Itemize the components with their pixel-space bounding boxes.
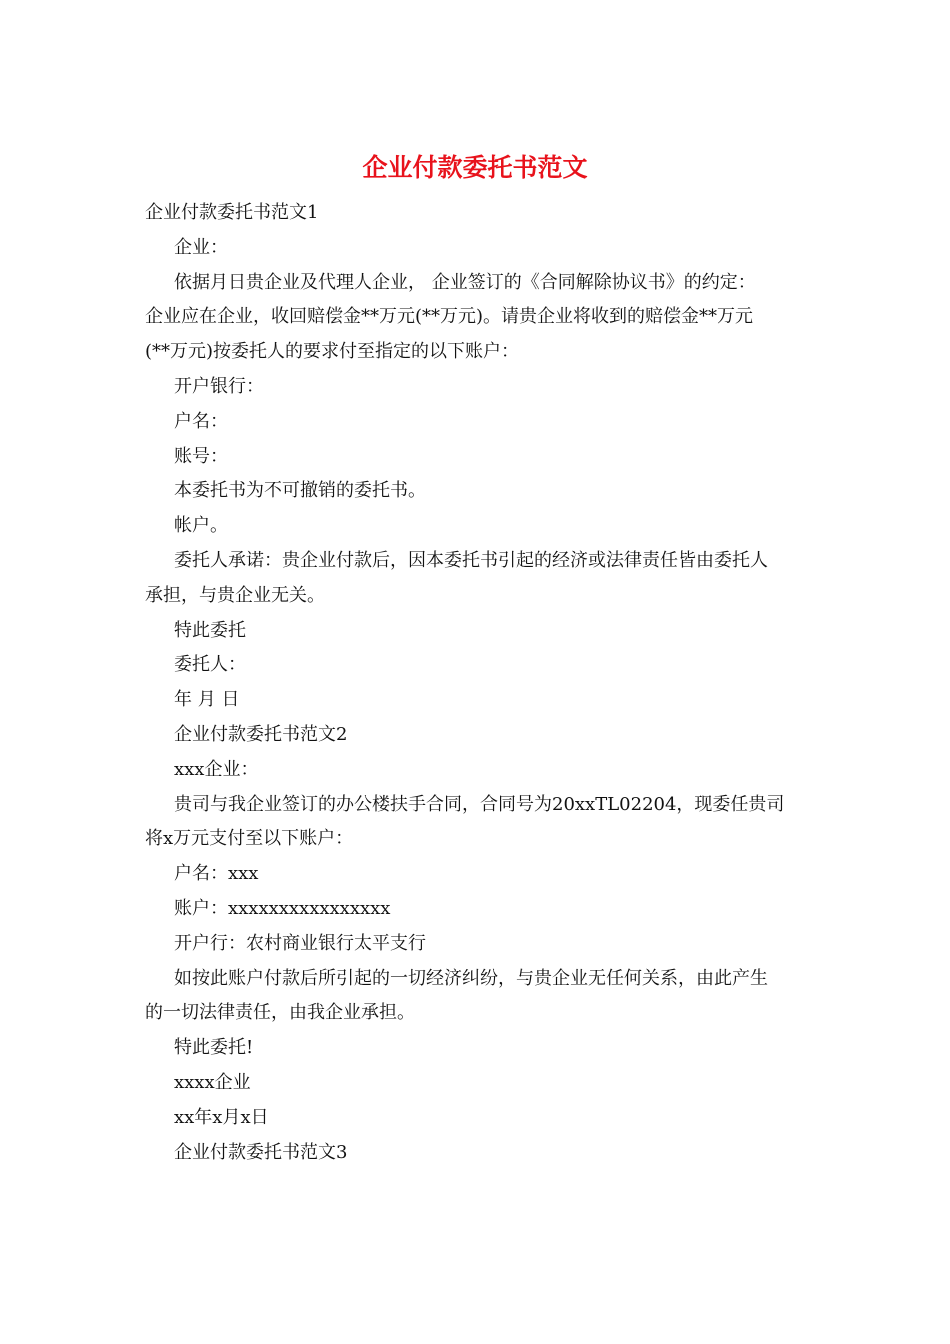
section-heading-3: 企业付款委托书范文3 xyxy=(174,1141,348,1163)
closing-line: 特此委托 xyxy=(174,619,246,641)
date-line: xx年x月x日 xyxy=(174,1106,269,1128)
paragraph-line: 贵司与我企业签订的办公楼扶手合同，合同号为20xxTL02204，现委任贵司 xyxy=(174,793,785,815)
document-title: 企业付款委托书范文 xyxy=(362,153,588,182)
paragraph-line: 企业应在企业，收回赔偿金**万元(**万元)。请贵企业将收到的赔偿金**万元 xyxy=(145,306,754,328)
signatory-line: xxxx企业 xyxy=(174,1071,251,1093)
account-name-field: 户名： xyxy=(174,410,228,432)
paragraph-line: 如按此账户付款后所引起的一切经济纠纷，与贵企业无任何关系，由此产生 xyxy=(174,967,768,989)
paragraph-line: (**万元)按委托人的要求付至指定的以下账户： xyxy=(145,341,520,363)
bank-field: 开户银行： xyxy=(174,375,264,397)
bank-field: 开户行：农村商业银行太平支行 xyxy=(174,932,426,954)
paragraph-line: 的一切法律责任，由我企业承担。 xyxy=(145,1002,415,1024)
paragraph-line: 帐户。 xyxy=(174,515,228,537)
salutation: xxx企业： xyxy=(174,758,259,780)
section-heading-2: 企业付款委托书范文2 xyxy=(174,723,348,745)
date-line: 年 月 日 xyxy=(174,689,240,711)
document-body xyxy=(145,196,807,1170)
salutation: 企业： xyxy=(174,236,228,258)
paragraph-line: 委托人承诺：贵企业付款后，因本委托书引起的经济或法律责任皆由委托人 xyxy=(174,549,768,571)
closing-line: 特此委托! xyxy=(174,1037,254,1059)
paragraph-line: 依据月日贵企业及代理人企业， 企业签订的《合同解除协议书》的约定： xyxy=(174,271,756,293)
paragraph-line: 将x万元支付至以下账户： xyxy=(145,828,354,850)
signatory-field: 委托人： xyxy=(174,654,246,676)
account-number-field: 账号： xyxy=(174,445,228,467)
section-heading-1: 企业付款委托书范文1 xyxy=(145,202,319,223)
paragraph-line: 承担，与贵企业无关。 xyxy=(145,584,325,606)
account-name-field: 户名：xxx xyxy=(174,863,259,885)
paragraph-line: 本委托书为不可撤销的委托书。 xyxy=(174,480,426,502)
account-number-field: 账户：xxxxxxxxxxxxxxxx xyxy=(174,897,391,919)
